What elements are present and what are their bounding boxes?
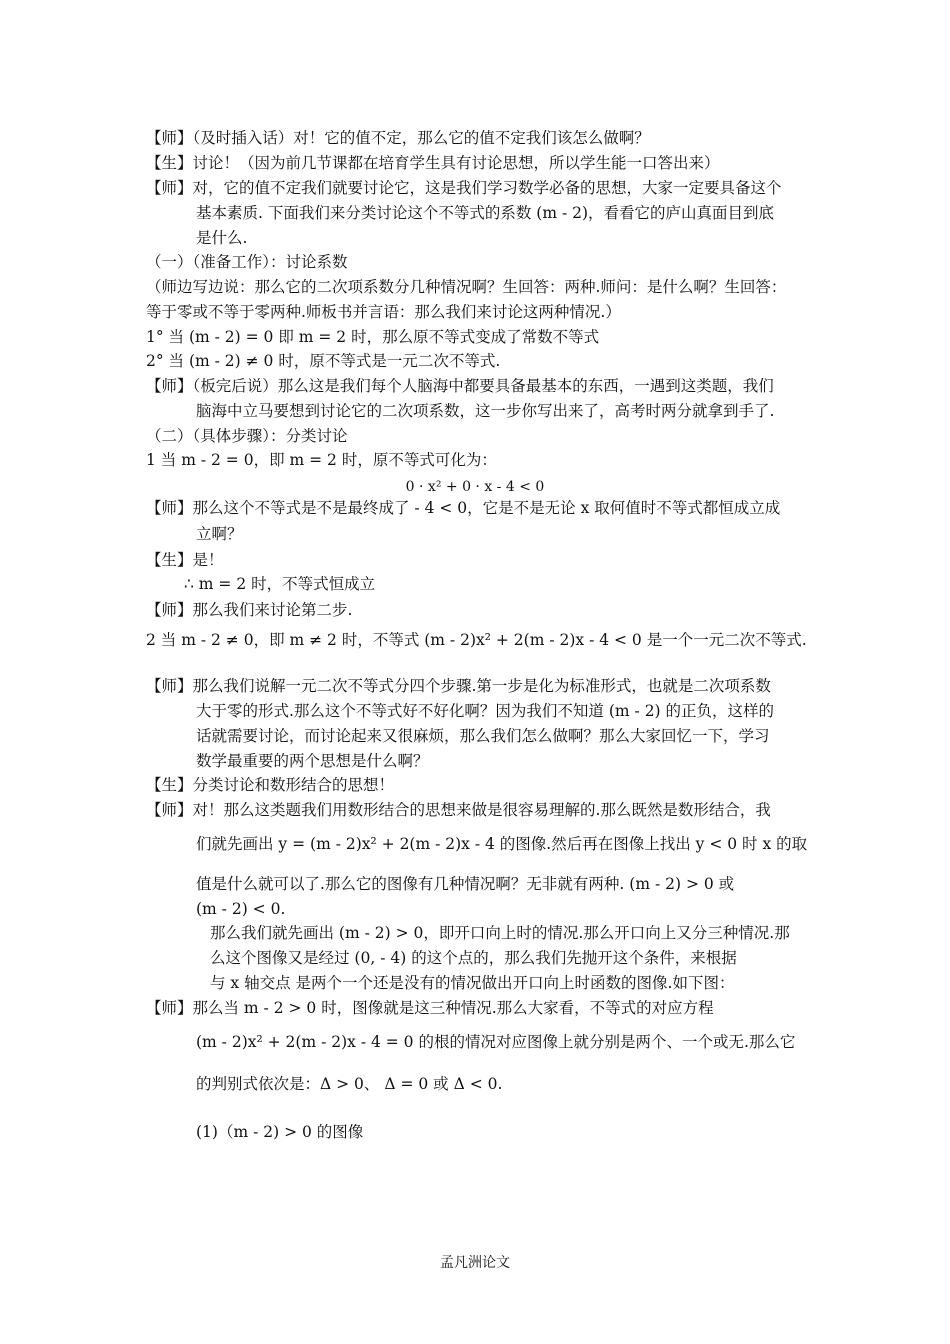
text-line: 2 当 m - 2 ≠ 0，即 m ≠ 2 时，不等式 (m - 2)x² + 2(m - 2)x - 4 < 0 是一个一元二次不等式.: [146, 631, 807, 649]
section-heading: （二）（具体步骤）：分类讨论: [146, 427, 348, 445]
text-line: （师边写边说：那么它的二次项系数分几种情况啊？生回答：两种.师问：是什么啊？生回答：: [146, 278, 787, 296]
text-line: 立啊？: [196, 525, 243, 543]
text-line: (m - 2) < 0.: [196, 900, 286, 918]
text-line: 【师】（及时插入话）对！它的值不定，那么它的值不定我们该怎么做啊？: [146, 129, 650, 147]
text-line: 值是什么就可以了.那么它的图像有几种情况啊？无非就有两种. (m - 2) > 0 或: [196, 875, 735, 893]
text-line: 大于零的形式.那么这个不等式好不好化啊？因为我们不知道 (m - 2) 的正负，这样的: [196, 702, 775, 720]
page-footer: 孟凡洲论文: [440, 1255, 510, 1271]
text-line: 2° 当 (m - 2) ≠ 0 时，原不等式是一元二次不等式.: [146, 352, 501, 370]
text-line: ∴ m = 2 时，不等式恒成立: [184, 575, 376, 593]
text-line: 【师】那么这个不等式是不是最终成了 - 4 < 0，它是不是无论 x 取何值时不等式都恒成立成: [146, 499, 781, 517]
text-line: 们就先画出 y = (m - 2)x² + 2(m - 2)x - 4 的图像.然后再在图像上找出 y < 0 时 x 的取: [196, 835, 808, 853]
text-line: 脑海中立马要想到讨论它的二次项系数，这一步你写出来了，高考时两分就拿到手了.: [196, 402, 775, 420]
text-line: 与 x 轴交点 是两个一个还是没有的情况做出开口向上时函数的图像.如下图：: [210, 974, 735, 992]
text-line: 【师】那么当 m - 2 > 0 时，图像就是这三种情况.那么大家看，不等式的对应方程: [146, 999, 714, 1017]
text-line: 话就需要讨论，而讨论起来又很麻烦，那么我们怎么做啊？那么大家回忆一下，学习: [196, 727, 770, 745]
text-line: (1)（m - 2) > 0 的图像: [196, 1123, 364, 1141]
formula: 0 · x² + 0 · x - 4 < 0: [405, 479, 545, 495]
text-line: 【师】对，它的值不定我们就要讨论它，这是我们学习数学必备的思想，大家一定要具备这个: [146, 179, 782, 197]
text-line: 【生】讨论！（因为前几节课都在培育学生具有讨论思想，所以学生能一口答出来）: [146, 154, 720, 172]
text-line: 等于零或不等于零两种.师板书并言语：那么我们来讨论这两种情况.）: [146, 303, 621, 321]
text-line: 是什么.: [196, 229, 248, 247]
text-line: 【生】分类讨论和数形结合的思想！: [146, 776, 395, 794]
text-line: 1° 当 (m - 2) = 0 即 m = 2 时，那么原不等式变成了常数不等式: [146, 328, 600, 346]
section-heading: （一）（准备工作）：讨论系数: [146, 253, 348, 271]
text-line: (m - 2)x² + 2(m - 2)x - 4 = 0 的根的情况对应图像上就分别是两个、一个或无.那么它: [196, 1033, 796, 1051]
text-line: 么这个图像又是经过 (0, - 4) 的这个点的，那么我们先抛开这个条件，来根据: [210, 949, 737, 967]
text-line: 【师】那么我们来讨论第二步.: [146, 601, 353, 619]
text-line: 的判别式依次是：Δ > 0、 Δ = 0 或 Δ < 0.: [196, 1075, 503, 1093]
text-line: 【生】是！: [146, 551, 224, 569]
text-line: 1 当 m - 2 = 0，即 m = 2 时，原不等式可化为：: [146, 451, 497, 469]
text-line: 【师】对！那么这类题我们用数形结合的思想来做是很容易理解的.那么既然是数形结合，我: [146, 801, 771, 819]
text-line: 那么我们就先画出 (m - 2) > 0，即开口向上时的情况.那么开口向上又分三种情况.那: [210, 924, 790, 942]
text-line: 基本素质. 下面我们来分类讨论这个不等式的系数 (m - 2)，看看它的庐山真面目到底: [196, 204, 775, 222]
text-line: 数学最重要的两个思想是什么啊？: [196, 752, 429, 770]
text-line: 【师】那么我们说解一元二次不等式分四个步骤.第一步是化为标准形式，也就是二次项系数: [146, 677, 771, 695]
text-line: 【师】（板完后说）那么这是我们每个人脑海中都要具备最基本的东西，一遇到这类题，我们: [146, 377, 774, 395]
